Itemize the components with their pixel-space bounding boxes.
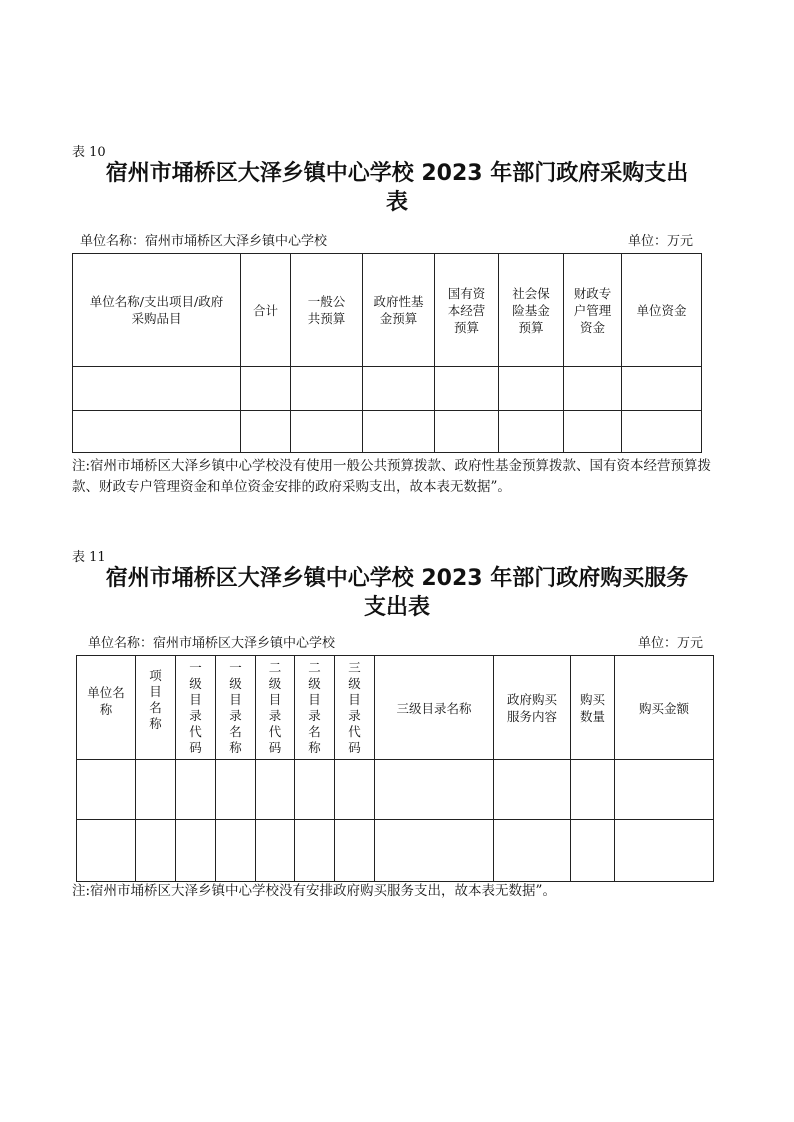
header-cell bbox=[176, 656, 216, 760]
table-cell bbox=[176, 820, 216, 882]
table-10-title-line1: 宿州市埇桥区大泽乡镇中心学校 2023 年部门政府采购支出 bbox=[105, 161, 689, 186]
header-cell: 社会保险基金预算 bbox=[499, 254, 564, 367]
table-cell bbox=[295, 820, 335, 882]
table-cell bbox=[499, 411, 564, 453]
table-cell bbox=[571, 820, 615, 882]
table-10-unit-name: 单位名称：宿州市埇桥区大泽乡镇中心学校 bbox=[80, 234, 328, 249]
header-cell: 单位名称/支出项目/政府采购品目 bbox=[73, 254, 241, 367]
header-cell bbox=[136, 656, 176, 760]
table-cell bbox=[77, 760, 136, 820]
table-11-unit: 单位：万元 bbox=[638, 636, 704, 651]
header-cell: 单位名称 bbox=[77, 656, 136, 760]
table-cell bbox=[335, 760, 375, 820]
table-cell bbox=[622, 367, 702, 411]
table-cell bbox=[295, 760, 335, 820]
table-10-grid bbox=[72, 253, 702, 453]
table-row bbox=[77, 760, 714, 820]
header-cell-text: 项 目 名 称 bbox=[149, 668, 162, 731]
table-cell bbox=[494, 760, 571, 820]
table-cell bbox=[363, 367, 435, 411]
table-cell bbox=[564, 367, 622, 411]
table-11-label: 表 11 bbox=[72, 550, 106, 565]
header-cell-text: 二 级 目 录 代 码 bbox=[268, 660, 282, 755]
header-cell: 财政专户管理资金 bbox=[564, 254, 622, 367]
table-cell bbox=[216, 760, 256, 820]
table-cell bbox=[363, 411, 435, 453]
table-cell bbox=[216, 820, 256, 882]
table-11-title-line1: 宿州市埇桥区大泽乡镇中心学校 2023 年部门政府购买服务 bbox=[105, 566, 689, 591]
table-10-header-row bbox=[73, 254, 702, 367]
table-row bbox=[73, 411, 702, 453]
header-cell: 单位资金 bbox=[622, 254, 702, 367]
header-cell: 购买金额 bbox=[615, 656, 714, 760]
header-cell: 国有资本经营预算 bbox=[435, 254, 499, 367]
header-cell bbox=[256, 656, 295, 760]
table-11-title bbox=[0, 564, 794, 622]
table-cell bbox=[494, 820, 571, 882]
table-cell bbox=[335, 820, 375, 882]
table-10-title bbox=[0, 159, 794, 217]
table-11-header-row bbox=[77, 656, 714, 760]
header-cell-text: 一 级 目 录 代 码 bbox=[189, 660, 202, 755]
header-cell bbox=[216, 656, 256, 760]
table-11-unit-name: 单位名称：宿州市埇桥区大泽乡镇中心学校 bbox=[88, 636, 336, 651]
table-row bbox=[73, 367, 702, 411]
header-cell: 合计 bbox=[241, 254, 291, 367]
table-cell bbox=[73, 367, 241, 411]
header-cell: 一般公共预算 bbox=[291, 254, 363, 367]
header-cell: 政府购买服务内容 bbox=[494, 656, 571, 760]
table-11-title-line2: 支出表 bbox=[363, 595, 430, 620]
table-cell bbox=[136, 760, 176, 820]
header-cell: 三级目录名称 bbox=[375, 656, 494, 760]
table-cell bbox=[77, 820, 136, 882]
table-11-grid bbox=[76, 655, 714, 882]
table-row bbox=[77, 820, 714, 882]
table-cell bbox=[291, 411, 363, 453]
table-cell bbox=[256, 760, 295, 820]
table-10-unit: 单位：万元 bbox=[628, 234, 694, 249]
header-cell-text: 二 级 目 录 名 称 bbox=[308, 660, 321, 755]
table-cell bbox=[291, 367, 363, 411]
table-cell bbox=[435, 411, 499, 453]
table-cell bbox=[375, 760, 494, 820]
header-cell: 购买数量 bbox=[571, 656, 615, 760]
table-cell bbox=[571, 760, 615, 820]
table-10-note: 注:宿州市埇桥区大泽乡镇中心学校没有使用一般公共预算拨款、政府性基金预算拨款、国有资本经营预算拨款、财政专户管理资金和单位资金安排的政府采购支出，故本表无数据”。 bbox=[72, 458, 712, 495]
table-cell bbox=[176, 760, 216, 820]
table-cell bbox=[622, 411, 702, 453]
header-cell bbox=[335, 656, 375, 760]
header-cell-text: 一 级 目 录 名 称 bbox=[229, 660, 242, 755]
table-cell bbox=[564, 411, 622, 453]
table-10-label: 表 10 bbox=[72, 145, 106, 160]
table-cell bbox=[241, 367, 291, 411]
header-cell: 政府性基金预算 bbox=[363, 254, 435, 367]
table-cell bbox=[136, 820, 176, 882]
table-cell bbox=[615, 820, 714, 882]
table-cell bbox=[435, 367, 499, 411]
table-cell bbox=[73, 411, 241, 453]
table-10-title-line2: 表 bbox=[385, 190, 408, 215]
table-11-note: 注:宿州市埇桥区大泽乡镇中心学校没有安排政府购买服务支出，故本表无数据”。 bbox=[72, 883, 556, 899]
header-cell bbox=[295, 656, 335, 760]
table-cell bbox=[499, 367, 564, 411]
table-cell bbox=[241, 411, 291, 453]
table-cell bbox=[256, 820, 295, 882]
table-cell bbox=[375, 820, 494, 882]
table-cell bbox=[615, 760, 714, 820]
header-cell-text: 三 级 目 录 代 码 bbox=[348, 660, 361, 755]
